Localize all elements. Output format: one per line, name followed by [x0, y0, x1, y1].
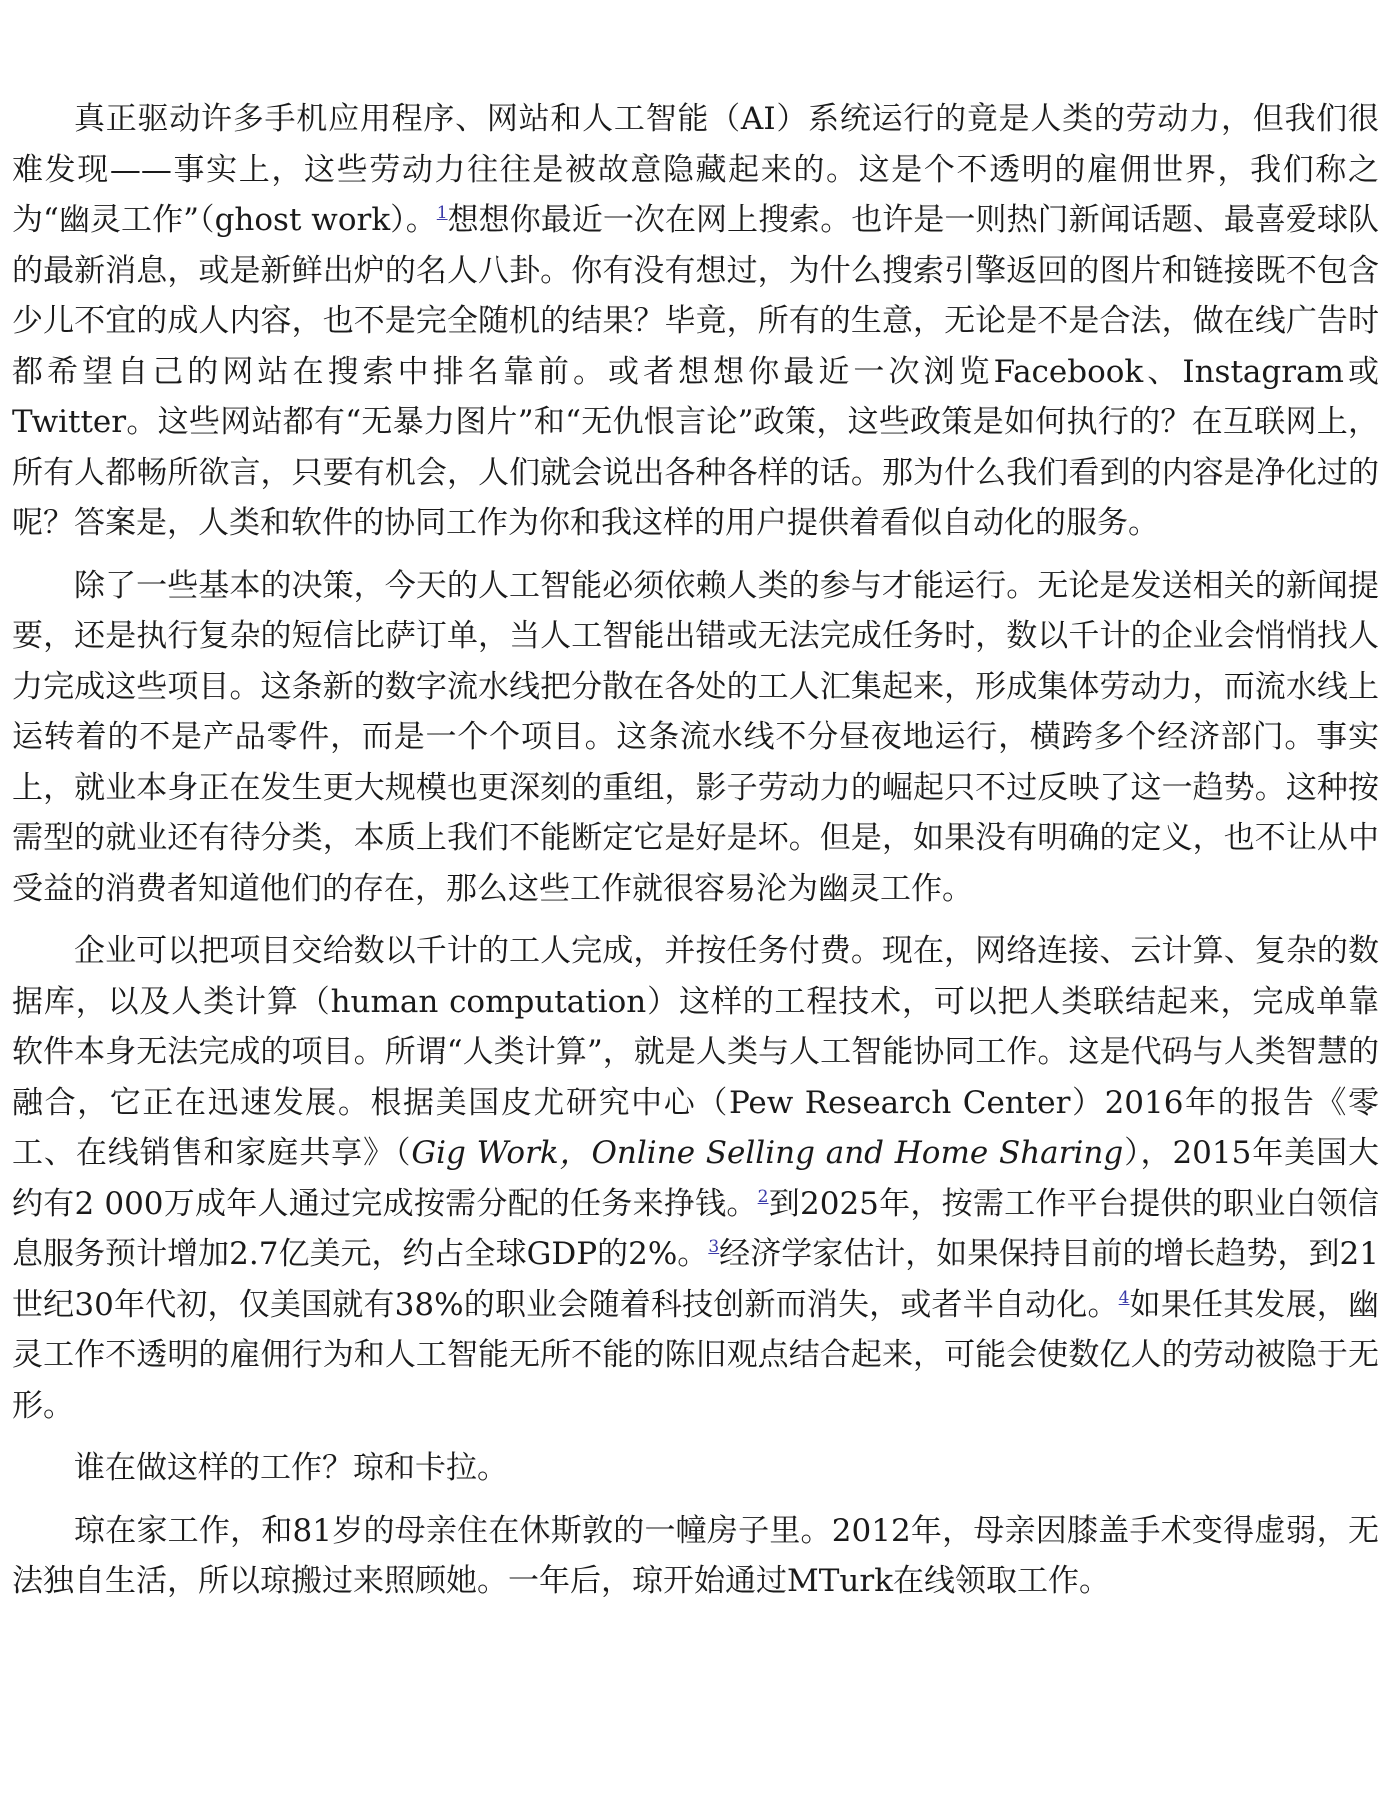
footnote-link[interactable]: 3: [708, 1237, 720, 1257]
paragraph-text: 真正驱动许多手机应用程序、网站和人工智能（AI）系统运行的竟是人类的劳动力，但我们很难发现——事实上，这些劳动力往往是被故意隐藏起来的。这是个不透明的雇佣世界，我们称之为“幽灵工作”（ghost work）。: [12, 101, 1379, 238]
paragraph-text: 到2025年，按需工作平台提供的职业白领信息服务预计增加2.7亿美元，约占全球GDP的2%。: [12, 1185, 1379, 1272]
paragraph-text: 企业可以把项目交给数以千计的工人完成，并按任务付费。现在，网络连接、云计算、复杂的数据库，以及人类计算（human computation）这样的工程技术，可以把人类联结起来，完成单靠软件本身无法完成的项目。所谓“人类计算”，就是人类与人工智能协同工作。这是代码与人类智慧的融合，它正在迅速发展。根据美国皮尤研究中心（Pew Research Center）2016年的报告《零工、在线销售和家庭共享》（: [12, 933, 1379, 1171]
paragraph: [12, 926, 1379, 1431]
paragraph-text: ），2015年美国大约有2 000万成年人通过完成按需分配的任务来挣钱。: [12, 1135, 1379, 1222]
paragraph: [12, 561, 1379, 915]
paragraph-text: 如果任其发展，幽灵工作不透明的雇佣行为和人工智能无所不能的陈旧观点结合起来，可能会使数亿人的劳动被隐于无形。: [12, 1286, 1379, 1424]
footnote-link[interactable]: 1: [436, 203, 448, 223]
paragraph-text: 想想你最近一次在网上搜索。也许是一则热门新闻话题、最喜爱球队的最新消息，或是新鲜出炉的名人八卦。你有没有想过，为什么搜索引擎返回的图片和链接既不包含少儿不宜的成人内容，也不是完全随机的结果？毕竟，所有的生意，无论是不是合法，做在线广告时都希望自己的网站在搜索中排名靠前。或者想想你最近一次浏览Facebook、Instagram或Twitter。这些网站都有“无暴力图片”和“无仇恨言论”政策，这些政策是如何执行的？在互联网上，所有人都畅所欲言，只要有机会，人们就会说出各种各样的话。那为什么我们看到的内容是净化过的呢？答案是，人类和软件的协同工作为你和我这样的用户提供着看似自动化的服务。: [12, 202, 1379, 541]
footnote-link[interactable]: 2: [757, 1186, 769, 1207]
paragraph-text: 谁在做这样的工作？琼和卡拉。: [74, 1450, 508, 1486]
paragraph-text: 经济学家估计，如果保持目前的增长趋势，到21世纪30年代初，仅美国就有38%的职业会随着科技创新而消失，或者半自动化。: [12, 1236, 1379, 1323]
paragraph-text: 琼在家工作，和81岁的母亲住在休斯敦的一幢房子里。2012年，母亲因膝盖手术变得虚弱，无法独自生活，所以琼搬过来照顾她。一年后，琼开始通过MTurk在线领取工作。: [12, 1512, 1379, 1599]
paragraph-text: 除了一些基本的决策，今天的人工智能必须依赖人类的参与才能运行。无论是发送相关的新闻提要，还是执行复杂的短信比萨订单，当人工智能出错或无法完成任务时，数以千计的企业会悄悄找人力完成这些项目。这条新的数字流水线把分散在各处的工人汇集起来，形成集体劳动力，而流水线上运转着的不是产品零件，而是一个个项目。这条流水线不分昼夜地运行，横跨多个经济部门。事实上，就业本身正在发生更大规模也更深刻的重组，影子劳动力的崛起只不过反映了这一趋势。这种按需型的就业还有待分类，本质上我们不能断定它是好是坏。但是，如果没有明确的定义，也不让从中受益的消费者知道他们的存在，那么这些工作就很容易沦为幽灵工作。: [12, 567, 1379, 907]
paragraph: [12, 1506, 1379, 1607]
paragraph: [12, 1443, 1379, 1494]
paragraph: [12, 94, 1379, 549]
italic-title: Gig Work，Online Selling and Home Sharing: [411, 1135, 1124, 1171]
footnote-link[interactable]: 4: [1118, 1287, 1130, 1308]
document-body: [12, 94, 1379, 1619]
